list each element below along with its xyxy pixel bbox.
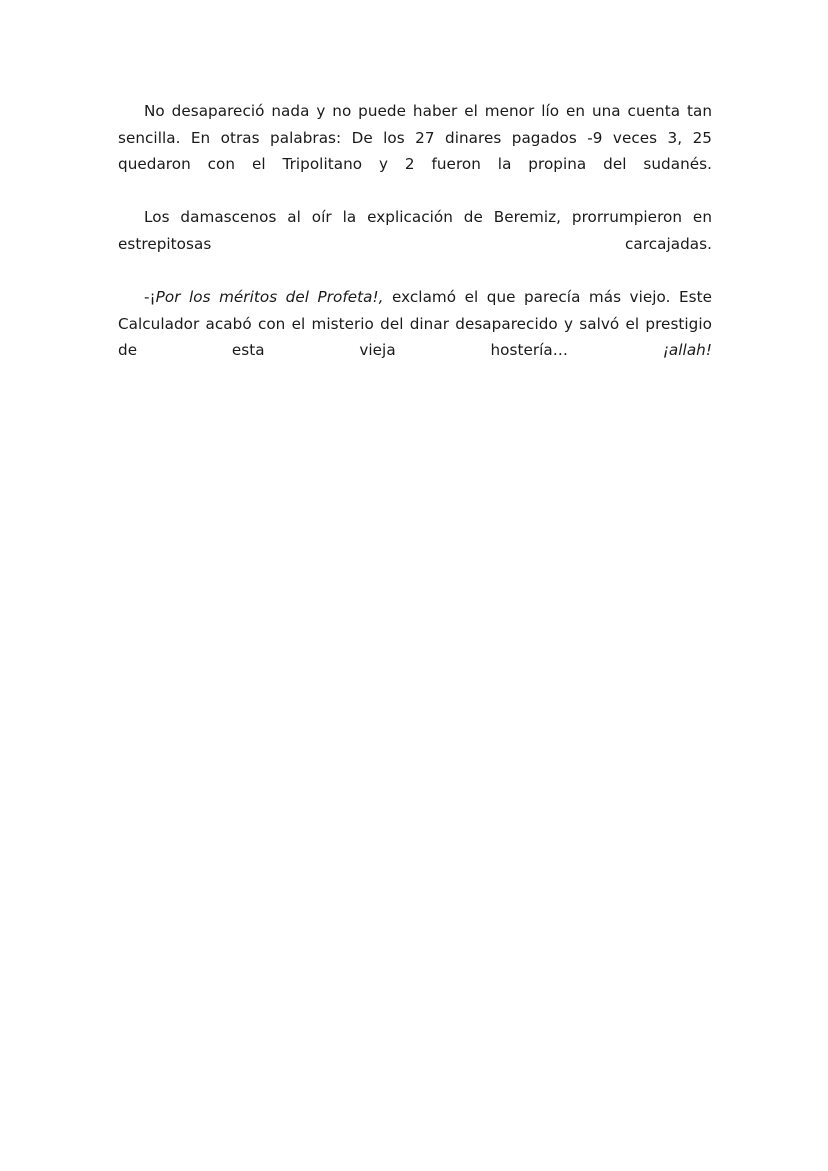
paragraph-3 [118, 284, 712, 390]
body-text-block [118, 98, 712, 391]
paragraph-3-middle: exclamó el que parecía más viejo. Este Calculador acabó con el misterio del dinar desaparecido y salvó el prestigio de esta vieja hostería… [118, 288, 712, 360]
paragraph-3-emphasis-profeta: Por los méritos del Profeta!, [155, 288, 384, 307]
paragraph-1: No desapareció nada y no puede haber el menor lío en una cuenta tan sencilla. En otras palabras: De los 27 dinares pagados -9 veces 3, 25 quedaron con el Tripolitano y 2 fueron la propina del sudanés. [118, 102, 712, 174]
paragraph-2: Los damascenos al oír la explicación de Beremiz, prorrumpieron en estrepitosas carcajadas. [118, 208, 712, 253]
paragraph-3-emphasis-allah: ¡allah! [662, 341, 712, 360]
paragraph-3-lead: -¡ [144, 288, 156, 307]
